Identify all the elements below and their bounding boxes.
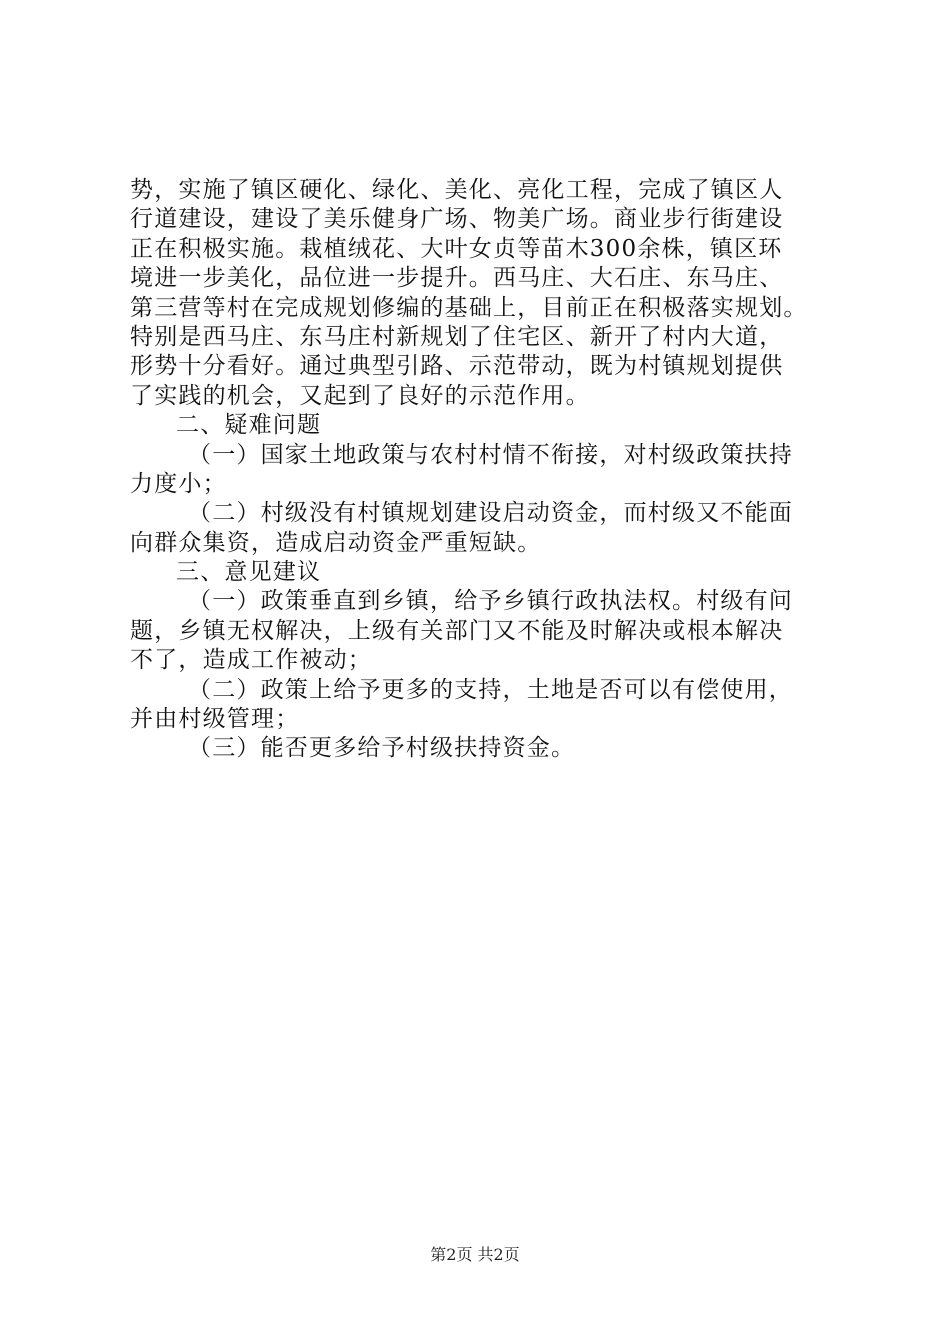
section-heading: 二、疑难问题 bbox=[176, 412, 322, 439]
body-line: 力度小； bbox=[130, 470, 227, 497]
body-line: 第三营等村在完成规划修编的基础上，目前正在积极落实规划。 bbox=[130, 294, 808, 321]
body-line: 境进一步美化，品位进一步提升。西马庄、大石庄、东马庄、 bbox=[130, 265, 784, 292]
body-line: （一）政策垂直到乡镇，给予乡镇行政执法权。村级有问 bbox=[188, 588, 793, 615]
body-line: （二）村级没有村镇规划建设启动资金，而村级又不能面 bbox=[188, 500, 793, 527]
body-line: 题，乡镇无权解决，上级有关部门又不能及时解决或根本解决 bbox=[130, 617, 784, 644]
body-line: 向群众集资，造成启动资金严重短缺。 bbox=[130, 529, 542, 556]
body-line: 不了，造成工作被动； bbox=[130, 647, 372, 674]
page-number-footer: 第2页 共2页 bbox=[430, 1245, 520, 1264]
body-line: 行道建设，建设了美乐健身广场、物美广场。商业步行街建设 bbox=[130, 206, 784, 233]
body-line: （一）国家土地政策与农村村情不衔接，对村级政策扶持 bbox=[188, 441, 793, 468]
body-line: 正在积极实施。栽植绒花、大叶女贞等苗木300余株，镇区环 bbox=[130, 235, 783, 262]
body-line: 并由村级管理； bbox=[130, 706, 300, 733]
body-line: 形势十分看好。通过典型引路、示范带动，既为村镇规划提供 bbox=[130, 353, 784, 380]
body-line: 了实践的机会，又起到了良好的示范作用。 bbox=[130, 382, 590, 409]
document-body bbox=[130, 176, 830, 764]
body-line: （三）能否更多给予村级扶持资金。 bbox=[188, 735, 576, 762]
body-line: 特别是西马庄、东马庄村新规划了住宅区、新开了村内大道， bbox=[130, 323, 784, 350]
body-line: 势，实施了镇区硬化、绿化、美化、亮化工程，完成了镇区人 bbox=[130, 177, 784, 203]
section-heading: 三、意见建议 bbox=[176, 559, 322, 586]
body-line: （二）政策上给予更多的支持，土地是否可以有偿使用， bbox=[188, 676, 793, 703]
